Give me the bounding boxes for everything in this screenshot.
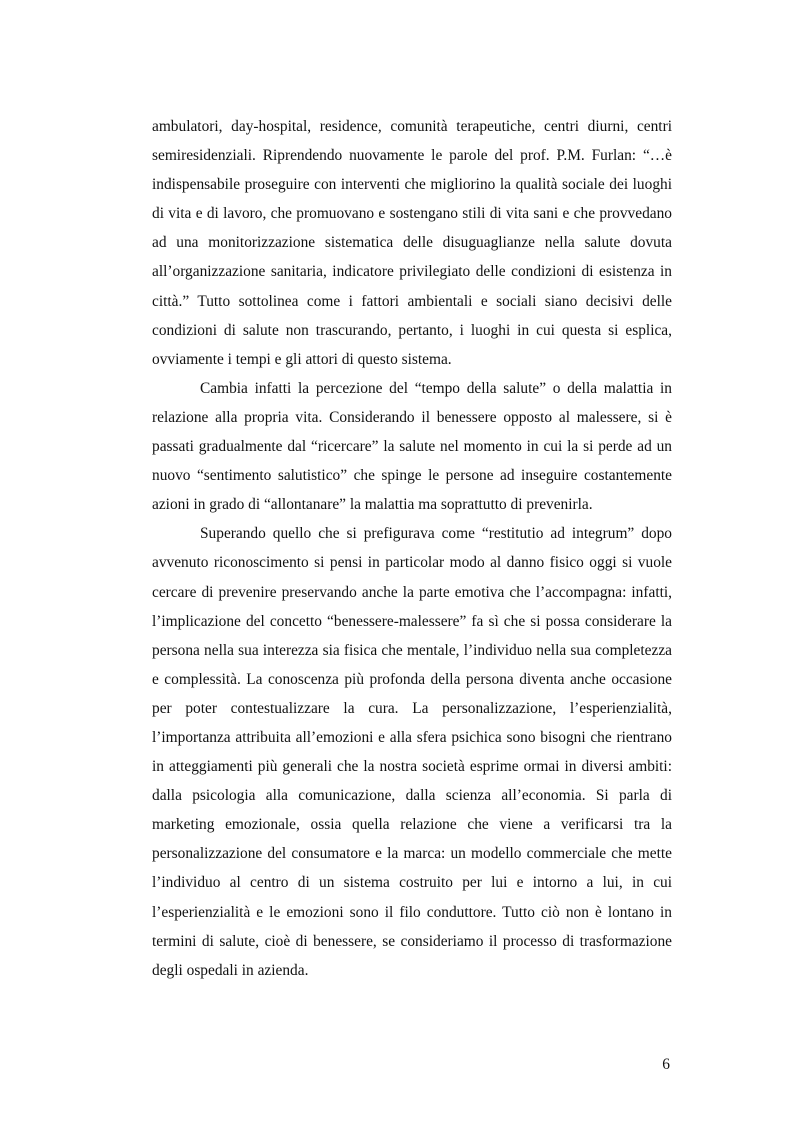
page-number: 6: [662, 1056, 670, 1073]
paragraph-continuation: ambulatori, day-hospital, residence, comunità terapeutiche, centri diurni, centri semiresidenziali. Riprendendo nuovamente le parole del prof. P.M. Furlan: “…è indispensabile proseguire con interventi che migliorino la qualità sociale dei luoghi di vita e di lavoro, che promuovano e sostengano stili di vita sani e che provvedano ad una monitorizzazione sistematica delle disuguaglianze nella salute dovuta all’organizzazione sanitaria, indicatore privilegiato delle condizioni di esistenza in città.” Tutto sottolinea come i fattori ambientali e sociali siano decisivi delle condizioni di salute non trascurando, pertanto, i luoghi in cui questa si esplica, ovviamente i tempi e gli attori di questo sistema.: [152, 118, 672, 368]
paragraph-perception: Cambia infatti la percezione del “tempo della salute” o della malattia in relazione alla propria vita. Considerando il benessere opposto al malessere, si è passati gradualmente dal “ricercare” la salute nel momento in cui la si perde ad un nuovo “sentimento salutistico” che spinge le persone ad inseguire costantemente azioni in grado di “allontanare” la malattia ma soprattutto di prevenirla.: [152, 379, 672, 514]
paragraph-restitutio: Superando quello che si prefigurava come “restitutio ad integrum” dopo avvenuto riconoscimento si pensi in particolar modo al danno fisico oggi si vuole cercare di prevenire preservando anche la parte emotiva che l’accompagna: infatti, l’implicazione del concetto “benessere-malessere” fa sì che si possa considerare la persona nella sua interezza sia fisica che mentale, l’individuo nella sua completezza e complessità. La conoscenza più profonda della persona diventa anche occasione per poter contestualizzare la cura. La personalizzazione, l’esperienzialità, l’importanza attribuita all’emozioni e alla sfera psichica sono bisogni che rientrano in atteggiamenti più generali che la nostra società esprime ormai in diversi ambiti: dalla psicologia alla comunicazione, dalla scienza all’economia. Si parla di marketing emozionale, ossia quella relazione che viene a verificarsi tra la personalizzazione del consumatore e la marca: un modello commerciale che mette l’individuo al centro di un sistema costruito per lui e intorno a lui, in cui l’esperienzialità e le emozioni sono il filo conduttore. Tutto ciò non è lontano in termini di salute, cioè di benessere, se consideriamo il processo di trasformazione degli ospedali in azienda.: [152, 525, 672, 979]
body-text: [152, 112, 672, 985]
